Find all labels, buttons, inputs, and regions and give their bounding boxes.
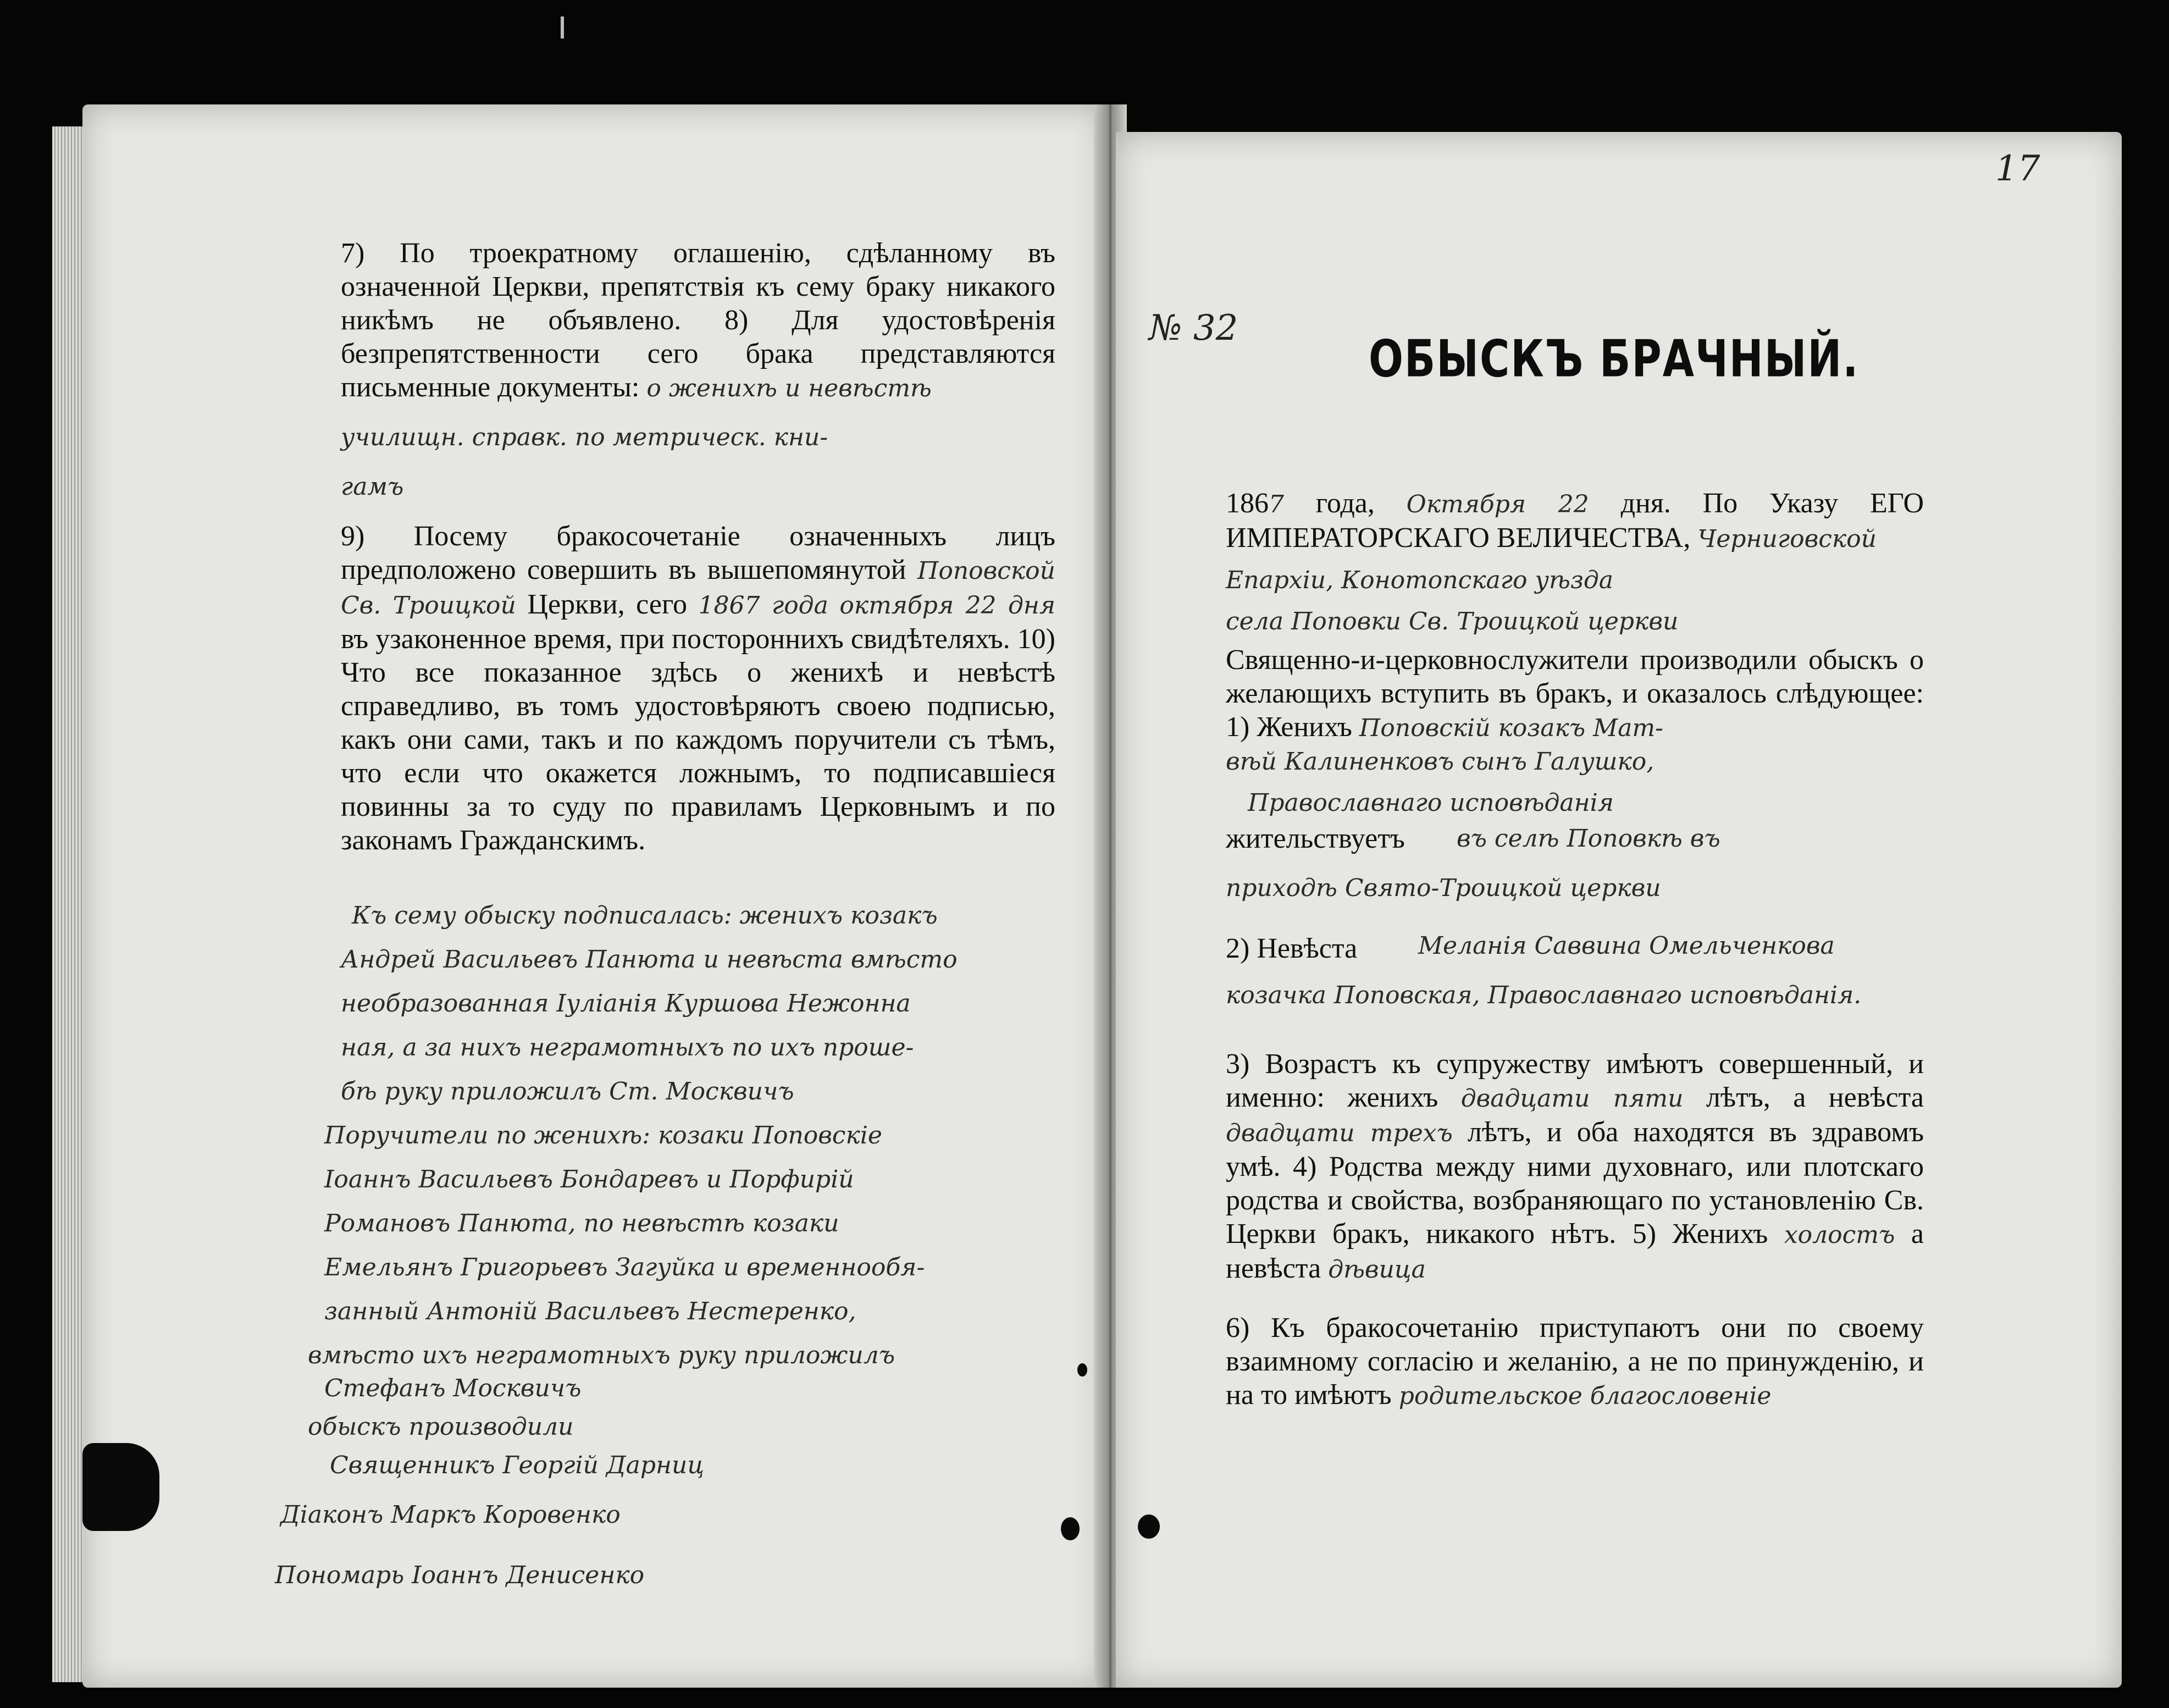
- signature-line: Поручители по женихѣ: козаки Поповскіе: [324, 1121, 882, 1149]
- groom-faith-handwritten: Православнаго исповѣданія: [1248, 789, 1614, 817]
- deacon-signature: Діаконъ Маркъ Коровенко: [280, 1501, 621, 1529]
- bride-label: 2) Невѣста: [1226, 933, 1358, 964]
- bride-faith-handwritten: козачка Поповская, Православнаго исповѣданія.: [1226, 981, 1862, 1009]
- signature-line: Романовъ Панюта, по невѣстѣ козаки: [324, 1209, 839, 1237]
- signature-line: Къ сему обыску подписалась: женихъ козакъ: [352, 902, 938, 930]
- ink-blot: [1061, 1517, 1080, 1540]
- bride-age-handwritten: двадцати трехъ: [1226, 1119, 1453, 1147]
- month-handwritten: Октября 22: [1406, 490, 1589, 518]
- groom-status-handwritten: холостъ: [1784, 1221, 1895, 1249]
- bride-status-handwritten: дѣвица: [1328, 1256, 1426, 1284]
- year-digit-handwritten: 7: [1269, 490, 1284, 518]
- page-number: 17: [1995, 148, 2040, 189]
- residence-handwritten: въ селѣ Поповкѣ въ: [1457, 825, 1720, 853]
- signature-line: Іоаннъ Васильевъ Бондаревъ и Порфирій: [324, 1165, 854, 1193]
- date-handwritten: октября 22 дня: [839, 592, 1056, 620]
- church-name-handwritten: Поповской: [917, 557, 1055, 585]
- consent-handwritten: родительское благословеніе: [1398, 1382, 1772, 1410]
- inquiry-intro-text: Священно-и-церковнослужители производили обыскъ о желающихъ вступить въ бракъ, и оказалось слѣдующее: 1) Женихъ Поповскій козакъ Мат-: [1226, 644, 1924, 743]
- diocese-handwritten: Черниговской: [1697, 525, 1877, 553]
- signature-line: Андрей Васильевъ Панюта и невѣста вмѣсто: [341, 946, 958, 974]
- signature-line: бѣ руку приложилъ Ст. Москвичъ: [341, 1077, 794, 1105]
- entry-number: № 32: [1149, 308, 1238, 349]
- groom-name-handwritten: вѣй Калиненковъ сынъ Галушко,: [1226, 748, 1655, 776]
- groom-age-handwritten: двадцати пяти: [1460, 1085, 1684, 1113]
- scan-marker: [561, 16, 564, 38]
- signature-line: ная, а за нихъ неграмотныхъ по ихъ проше-: [341, 1033, 914, 1062]
- documents-handwritten-line-3: гамъ: [341, 473, 404, 501]
- signature-line: обыскъ производили: [308, 1413, 574, 1441]
- signature-line: занный Антоній Васильевъ Нестеренко,: [324, 1297, 856, 1325]
- church-dedication-handwritten: Св. Троицкой: [341, 592, 516, 620]
- year-prefix: 186: [1226, 488, 1269, 519]
- bride-name-handwritten: Меланія Саввина Омельченкова: [1418, 932, 1835, 960]
- book-page-edges: [52, 126, 85, 1682]
- ink-blot: [1077, 1363, 1087, 1377]
- documents-handwritten: о женихѣ и невѣстѣ: [646, 374, 932, 402]
- sexton-signature: Пономарь Іоаннъ Денисенко: [275, 1561, 645, 1589]
- clause-7-8-text: 7) По троекратному оглашенію, сдѣланному въ означенной Церкви, препятствія къ сему браку никакого никѣмъ не объявлено. 8) Для удостовѣренія безпрепятственности сего брака представляются письменные документы: о женихѣ и невѣстѣ: [341, 237, 1055, 403]
- signature-line: вмѣсто ихъ неграмотныхъ руку приложилъ: [308, 1341, 895, 1369]
- priest-signature: Священникъ Георгій Дарниц: [330, 1451, 705, 1479]
- signature-line: Емельянъ Григорьевъ Загуйка и временнообя-: [324, 1253, 925, 1281]
- binding-clip: [82, 1443, 159, 1531]
- parish-handwritten: приходѣ Свято-Троицкой церкви: [1226, 874, 1661, 902]
- clause-9-10-text: 9) Посему бракосочетаніе означенныхъ лицъ предположено совершить въ вышепомянутой Поповской Св. Троицкой Церкви, сего 1867 года октября 22 дня въ узаконенное время, при постороннихъ свидѣтеляхъ. 10) Что все показанное здѣсь о женихѣ и невѣстѣ справедливо, въ томъ удостовѣряютъ своею подписью, какъ они сами, такъ и по каждомъ поручители съ тѣмъ, что если что окажется ложнымъ, то подписавшіеся повинны за то суду по правиламъ Церковнымъ и по законамъ Гражданскимъ.: [341, 521, 1056, 856]
- clauses-3-5-text: 3) Возрастъ къ супружеству имѣютъ совершенный, и именно: женихъ двадцати пяти лѣтъ, а невѣста двадцати трехъ лѣтъ, и оба находятся въ здравомъ умѣ. 4) Родства между ними духовнаго, или плотскаго родства и свойства, возбраняющаго по установленію Св. Церкви бракъ, никакого нѣтъ. 5) Женихъ холостъ а невѣста дѣвица: [1226, 1048, 1924, 1284]
- village-church-handwritten: села Поповки Св. Троицкой церкви: [1226, 607, 1679, 635]
- eparchy-handwritten: Епархіи, Конотопскаго уѣзда: [1226, 566, 1613, 594]
- document-title: ОБЫСКЪ БРАЧНЫЙ.: [1369, 329, 1860, 389]
- date-and-decree-text: 1867 года, Октября 22 дня. По Указу ЕГО ИМПЕРАТОРСКАГО ВЕЛИЧЕСТВА, Черниговской: [1226, 488, 1924, 554]
- year-handwritten: 1867 года: [698, 592, 828, 620]
- clause-6-text: 6) Къ бракосочетанію приступаютъ они по своему взаимному согласію и желанію, а не по принужденію, и на то имѣютъ родительское благословеніе: [1226, 1312, 1924, 1411]
- signature-line: необразованная Іуліанія Куршова Нежонна: [341, 990, 911, 1018]
- signature-line: Стефанъ Москвичъ: [324, 1374, 582, 1402]
- documents-handwritten-line-2: училищн. справк. по метрическ. кни-: [341, 423, 828, 451]
- groom-handwritten: Поповскій козакъ Мат-: [1359, 714, 1663, 742]
- residence-label: жительствуетъ: [1226, 823, 1405, 854]
- ink-blot: [1138, 1514, 1160, 1539]
